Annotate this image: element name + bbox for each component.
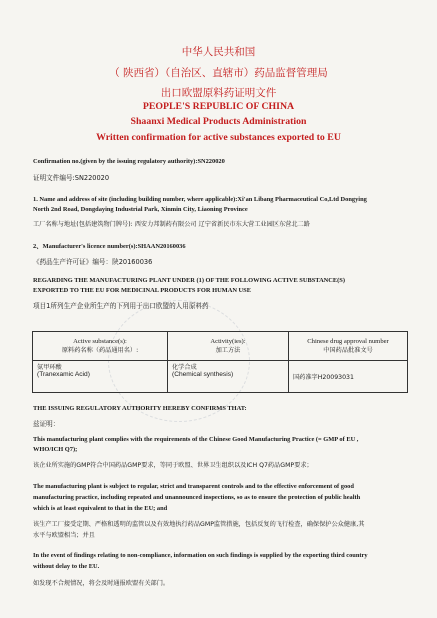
- item1-en-a: 1. Name and address of site (including building number, where applicable):Xi'an Libang Pharmaceutical Co,Ltd Dongying: [33, 196, 367, 203]
- header-en-line2: Shaanxi Medical Products Administration: [130, 116, 307, 127]
- item2-cn: 《药品生产许可证》编号：陕20160036: [33, 258, 153, 266]
- header-cn-line3: 出口欧盟原料药证明文件: [160, 87, 277, 99]
- confirmation-en: Confirmation no.(given by the issuing regulatory authority):SN220020: [33, 158, 225, 165]
- item1-cn: 工厂名称与地址(包括建筑物门牌号): 西安力邦制药有限公司 辽宁省新民市东大营工业园区东营北二路: [33, 221, 310, 228]
- header-en-line1: PEOPLE'S REPUBLIC OF CHINA: [142, 101, 295, 112]
- regarding-cn: 项目1所列生产企业所生产的下列用于出口欧盟的人用原料药: [33, 302, 209, 310]
- item1-en-b: North 2nd Road, Dongdaying Industrial Park, Xinmin City, Liaoning Province: [33, 206, 248, 213]
- para3-en-b: without delay to the EU.: [33, 563, 100, 570]
- cell-activity: 化学合成 (Chemical synthesis): [168, 361, 289, 393]
- para2-cn-a: 该生产工厂接受定期、严格和透明的监管以及有效地执行药品GMP监管措施，包括反复的飞行检查，确保保护公众健康,其: [33, 521, 365, 528]
- authority-heading: THE ISSUING REGULATORY AUTHORITY HEREBY CONFIRMS THAT:: [33, 405, 247, 412]
- para1-en-b: WHO/ICH Q7);: [33, 446, 78, 453]
- header-cn-line2: （ 陕西省）（自治区、直辖市）药品监督管理局: [109, 67, 328, 79]
- para2-en-a: The manufacturing plant is subject to regular, strict and transparent controls and to the effective enforcement of good: [33, 483, 354, 490]
- table-row: [33, 361, 408, 393]
- item2-en: 2、Manufacturer's licence number(s):SHAAN20160036: [33, 243, 186, 250]
- para2-en-c: which is at least equivalent to that in the EU; and: [33, 505, 168, 512]
- active-substance-table: [32, 331, 408, 393]
- para3-en-a: In the event of findings relating to non-compliance, information on such findings is supplied by the exporting third country: [33, 552, 368, 559]
- authority-cn: 兹证明：: [33, 420, 60, 428]
- para2-en-b: manufacturing practice, including repeated and unannounced inspections, so as to ensure the protection of public health: [33, 494, 361, 501]
- para2-cn-b: 水平与欧盟相当；并且: [33, 532, 95, 539]
- header-cell-approval: Chinese drug approval number 中国药品批准文号: [289, 332, 408, 361]
- table-header-row: [33, 332, 408, 361]
- para1-cn: 该企业所实施的GMP符合中国药品GMP要求，等同于欧盟、世界卫生组织以及ICH Q7药品GMP要求；: [33, 462, 313, 469]
- header-en-line3: Written confirmation for active substances exported to EU: [96, 132, 341, 143]
- regarding-en-a: REGARDING THE MANUFACTURING PLANT UNDER (1) OF THE FOLLOWING ACTIVE SUBSTANCE(S): [33, 277, 345, 284]
- header-cell-activity: Activity(ies): 加工方法: [168, 332, 289, 361]
- header-cell-substance: Active substance(s): 原料药名称（药品通用名）:: [33, 332, 168, 361]
- confirmation-cn: 证明文件编号:SN220020: [33, 174, 110, 182]
- para3-cn: 如发现不合规情况，将会及时通报欧盟有关部门。: [33, 580, 170, 587]
- cell-approval: 国药准字H20093031: [289, 361, 408, 393]
- cell-substance: 氨甲环酸 (Tranexamic Acid): [33, 361, 168, 393]
- regarding-en-b: EXPORTED TO THE EU FOR MEDICINAL PRODUCTS FOR HUMAN USE: [33, 287, 251, 294]
- para1-en-a: This manufacturing plant complies with the requirements of the Chinese Good Manufacturing Practice (= GMP of EU ,: [33, 436, 359, 443]
- header-cn-line1: 中华人民共和国: [181, 46, 256, 58]
